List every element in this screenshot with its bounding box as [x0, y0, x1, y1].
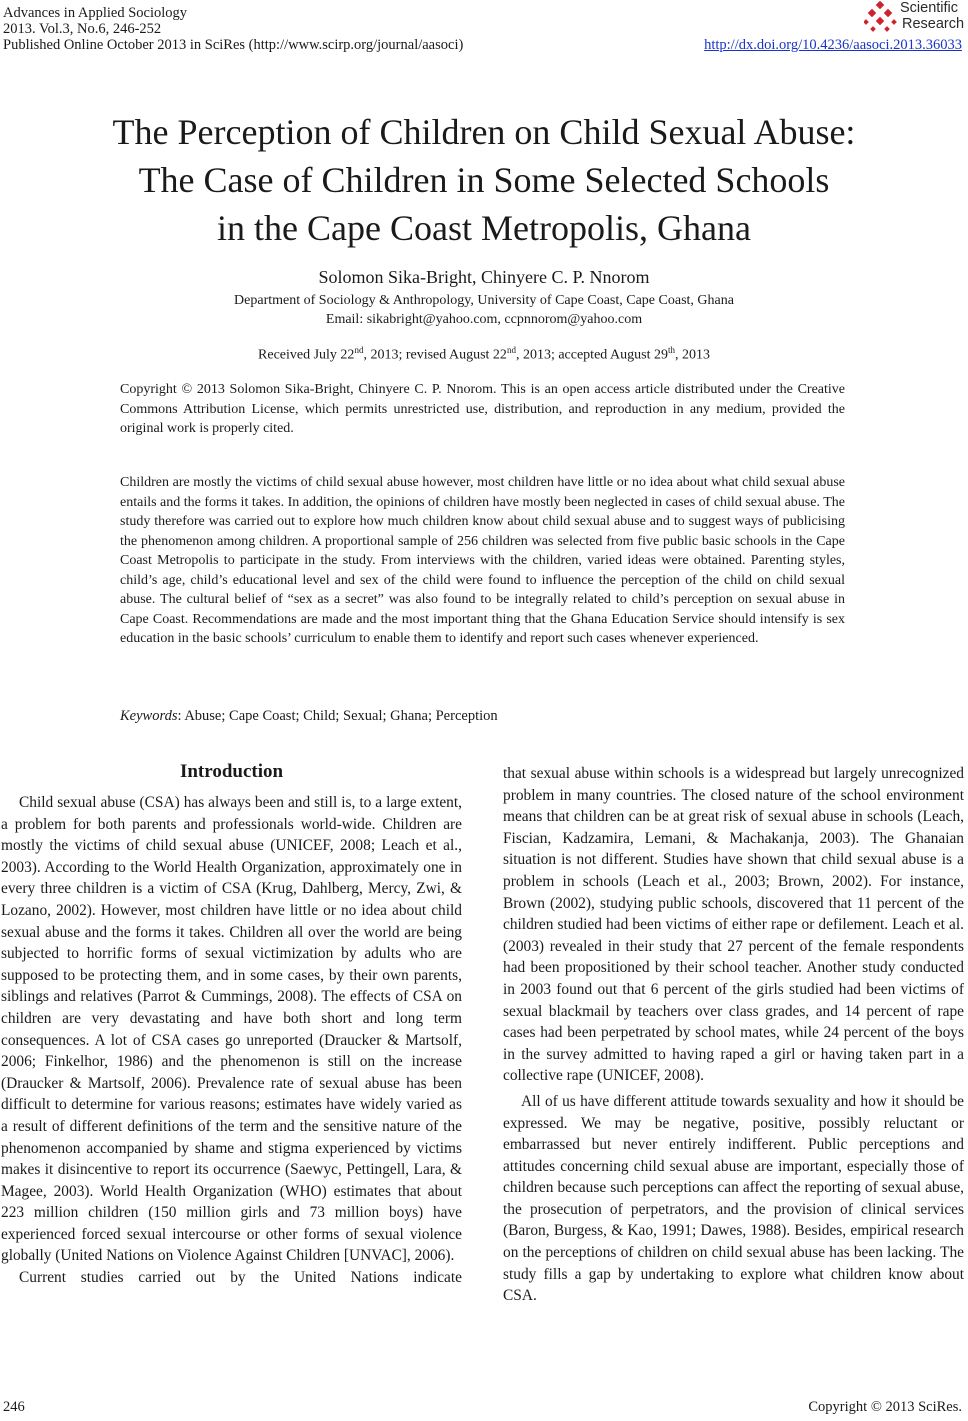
logo-word-2: Research — [902, 16, 965, 32]
received-dates: Received July 22nd, 2013; revised August 22nd, 2013; accepted August 29th, 2013 — [258, 345, 710, 363]
abstract: Children are mostly the victims of child sexual abuse however, most children have little or no idea about what child sexual abuse entails and the forms it takes. In addition, the opinions of children have mostly been neglected in cases of child sexual abuse. The study therefore was carried out to explore how much children know about child sexual abuse and to suggest ways of publicising the phenomenon among children. A proportional sample of 256 children was selected from five public basic schools in the Cape Coast Metropolis to participate in the study. From interviews with the children, varied ideas were obtained. Parenting styles, child’s age, child’s educational level and sex of the child were found to influence the perception of the child on child sexual abuse. The cultural belief of “sex as a secret” was also found to be integrally related to child’s perception on sexual abuse in Cape Coast. Recommendations are made and the most important thing that the Ghana Education Service should intensify is sex education in the basic schools’ curriculum to enable them to identify and report such cases whenever experienced. — [120, 475, 845, 646]
doi-link[interactable]: http://dx.doi.org/10.4236/aasoci.2013.36033 — [704, 37, 962, 53]
running-header — [3, 5, 463, 53]
authors: Solomon Sika-Bright, Chinyere C. P. Nnorom — [318, 267, 650, 287]
email: Email: sikabright@yahoo.com, ccpnnorom@yahoo.com — [325, 312, 643, 327]
journal-name: Advances in Applied Sociology — [3, 5, 188, 21]
scirp-logo — [864, 0, 964, 36]
paragraph: All of us have different attitude towards sexuality and how it should be expressed. We may be negative, positive, possibly reluctant or embarrassed but never entirely indifferent. Public perceptions and attitudes concerning child sexual abuse are important, especially those of children because such perceptions can affect the reporting of sexual abuse, the prosecution of perpetrators, and the provision of clinical services (Baron, Burgess, & Kao, 1991; Dawes, 1988). Besides, empirical research on the perceptions of children on child sexual abuse has been lacking. The study fills a gap by undertaking to explore what children know about CSA. — [503, 1092, 964, 1305]
volume-info: 2013. Vol.3, No.6, 246-252 — [3, 21, 162, 37]
paragraph: Child sexual abuse (CSA) has always been and still is, to a large extent, a problem for both parents and professionals world-wide. Children are mostly the victims of child sexual abuse (UNICEF, 2008; Leach et al., 2003). According to the World Health Organization, approximately one in every three children is a victim of CSA (Krug, Dahlberg, Mercy, Zwi, & Lozano, 2002). However, most children have little or no idea about child sexual abuse and the forms it takes. Children all over the world are being subjected to horrific forms of sexual victimization by adults who are supposed to be protecting them, and in some cases, by their own parents, siblings and relatives (Parrot & Cummings, 2008). The effects of CSA on children are very devastating and have both short and long term consequences. A lot of CSA cases go unreported (Draucker & Martsolf, 2006; Finkelhor, 1986) and the phenomenon is still on the increase (Draucker & Martsolf, 2006). Prevalence rate of sexual abuse has been difficult to determine for various reasons; estimates have widely varied as a result of different definitions of the term and the sensitive nature of the phenomenon accompanied by shame and stigma experienced by victims makes it disincentive to report its occurrence (Saewyc, Pettingell, Lara, & Magee, 2003). World Health Organization (WHO) estimates that about 223 million children (150 million girls and 73 million boys) have experienced forced sexual intercourse or other forms of sexual violence globally (United Nations on Violence Against Children [UNVAC], 2006). — [1, 794, 462, 1265]
published-info: Published Online October 2013 in SciRes (http://www.scirp.org/journal/aasoci) — [3, 37, 464, 53]
title-line-3: in the Cape Coast Metropolis, Ghana — [217, 208, 751, 248]
copyright-notice: Copyright © 2013 Solomon Sika-Bright, Chinyere C. P. Nnorom. This is an open access article distributed under the Creative Commons Attribution License, which permits unrestricted use, distribution, and reproduction in any medium, provided the original work is properly cited. — [120, 382, 845, 436]
section-heading: Introduction — [179, 761, 284, 782]
title-line-1: The Perception of Children on Child Sexual Abuse: — [112, 112, 856, 152]
affiliation: Department of Sociology & Anthropology, University of Cape Coast, Cape Coast, Ghana — [234, 293, 734, 308]
logo-word-1: Scientific — [900, 0, 959, 16]
paragraph: that sexual abuse within schools is a widespread but largely unrecognized problem in many countries. The closed nature of the school environment means that children can be at great risk of sexual abuse in schools (Leach, Fiscian, Kadzamira, Lemani, & Machakanja, 2003). The Ghanaian situation is not different. Studies have shown that child sexual abuse is a problem in schools (Leach et al., 2003; Brown, 2002). For instance, Brown (2002), studying public schools, discovered that 11 percent of the children studied had been victims of either rape or defilement. Leach et al. (2003) revealed in their study that 27 percent of the female respondents had been propositioned by their school teacher. Another study conducted in 2003 found out that 6 percent of the girls studied had been victims of sexual blackmail by teachers over class grades, and 14 percent of rape cases had been perpetrated by school mates, while 24 percent of the boys in the survey admitted to having raped a girl or having taken part in a collective rape (UNICEF, 2008). — [503, 765, 964, 1085]
paragraph: Current studies carried out by the United Nations indicate — [19, 1269, 462, 1287]
paper-title — [0, 108, 968, 252]
keywords — [120, 708, 498, 725]
page-number: 246 — [3, 1399, 25, 1415]
affiliation-block — [0, 291, 968, 329]
right-column — [503, 763, 964, 1307]
left-column — [1, 760, 462, 1289]
title-line-2: The Case of Children in Some Selected Schools — [138, 160, 830, 200]
scirp-logo-icon — [864, 1, 898, 35]
footer-copyright: Copyright © 2013 SciRes. — [808, 1399, 962, 1415]
keywords-list: : Abuse; Cape Coast; Child; Sexual; Ghana; Perception — [177, 708, 498, 724]
keywords-label: Keywords — [120, 708, 178, 724]
